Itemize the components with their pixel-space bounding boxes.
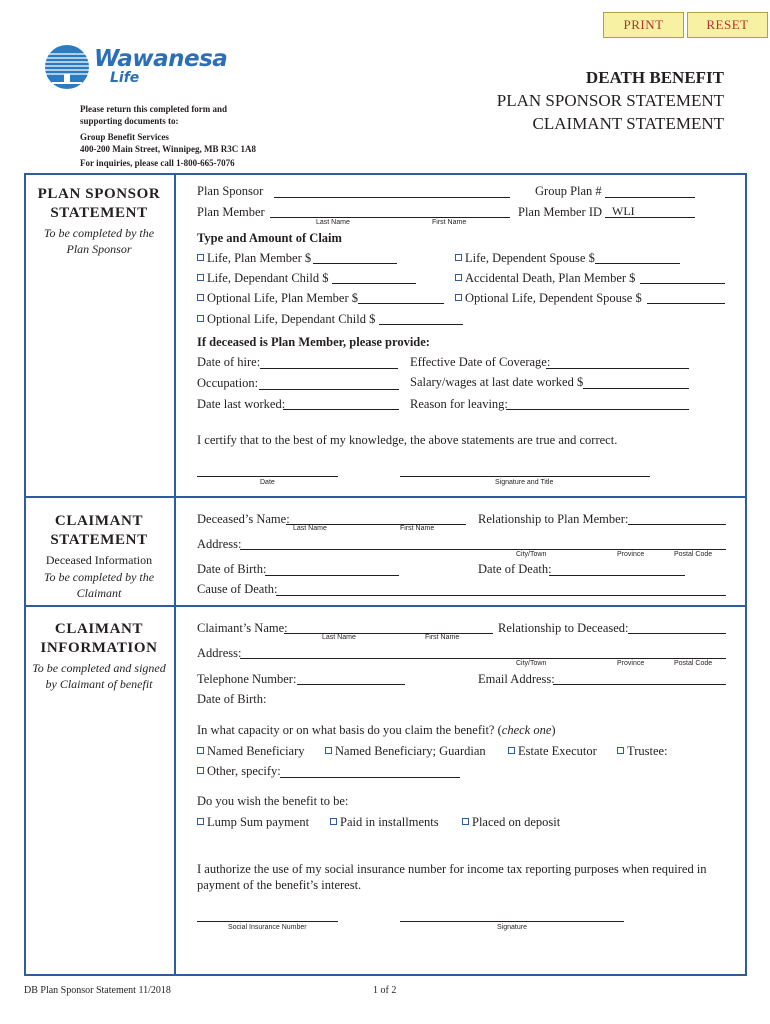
deceased-dob-field[interactable] bbox=[265, 575, 399, 576]
claimant-name-label: Claimant’s Name: bbox=[197, 621, 288, 635]
claim-life-member-amount[interactable] bbox=[313, 263, 397, 264]
claim-life-member[interactable]: Life, Plan Member $ bbox=[197, 251, 311, 266]
plan-member-first-caption: First Name bbox=[432, 219, 467, 226]
cause-of-death-label: Cause of Death: bbox=[197, 582, 278, 596]
claimant-sub-2: Claimant bbox=[76, 586, 122, 600]
opt-executor[interactable]: Estate Executor bbox=[508, 744, 597, 759]
relationship-member-label: Relationship to Plan Member: bbox=[478, 512, 629, 526]
plan-member-last-caption: Last Name bbox=[316, 219, 350, 226]
sponsor-sub-2: Plan Sponsor bbox=[66, 242, 132, 256]
date-of-death-label: Date of Death: bbox=[478, 562, 552, 576]
opt-guardian[interactable]: Named Beneficiary; Guardian bbox=[325, 744, 486, 759]
telephone-field[interactable] bbox=[297, 684, 405, 685]
claimant-sub-1: To be completed by the bbox=[43, 570, 155, 584]
sponsor-sub-1: To be completed by the bbox=[43, 226, 155, 240]
checkbox-icon[interactable] bbox=[197, 294, 204, 301]
claimant-postal-caption: Postal Code bbox=[674, 660, 713, 667]
claim-accidental[interactable]: Accidental Death, Plan Member $ bbox=[455, 271, 635, 286]
plan-sponsor-field[interactable] bbox=[274, 197, 510, 198]
address-line-1: Group Benefit Services bbox=[80, 132, 169, 142]
checkbox-icon[interactable] bbox=[617, 747, 624, 754]
checkbox-icon[interactable] bbox=[508, 747, 515, 754]
claimant-heading-1: CLAIMANT bbox=[54, 513, 144, 529]
checkbox-icon[interactable] bbox=[197, 254, 204, 261]
claim-opt-spouse-amount[interactable] bbox=[647, 303, 725, 304]
claimant-sidebar bbox=[24, 512, 174, 601]
email-field[interactable] bbox=[553, 684, 726, 685]
claim-life-spouse[interactable]: Life, Dependent Spouse $ bbox=[455, 251, 595, 266]
email-label: Email Address: bbox=[478, 672, 555, 686]
claimant-first-caption: First Name bbox=[425, 634, 460, 641]
sponsor-sidebar bbox=[24, 185, 174, 257]
date-of-hire-label: Date of hire: bbox=[197, 355, 261, 369]
sponsor-date-field[interactable] bbox=[197, 476, 338, 477]
claimant-province-caption: Province bbox=[617, 660, 645, 667]
effective-date-label: Effective Date of Coverage: bbox=[410, 355, 551, 369]
telephone-label: Telephone Number: bbox=[197, 672, 297, 686]
plan-member-label: Plan Member bbox=[197, 205, 265, 219]
claim-life-spouse-amount[interactable] bbox=[595, 263, 680, 264]
effective-date-field[interactable] bbox=[546, 368, 689, 369]
reset-button[interactable]: RESET bbox=[687, 12, 768, 38]
checkbox-icon[interactable] bbox=[197, 767, 204, 774]
relationship-deceased-field[interactable] bbox=[628, 633, 726, 634]
claim-life-child[interactable]: Life, Dependant Child $ bbox=[197, 271, 329, 286]
capacity-question: In what capacity or on what basis do you claim the benefit? (check one) bbox=[197, 723, 556, 737]
plan-member-field[interactable] bbox=[270, 217, 510, 218]
occupation-label: Occupation: bbox=[197, 376, 259, 390]
pay-installments[interactable]: Paid in installments bbox=[330, 815, 439, 830]
print-button[interactable]: PRINT bbox=[603, 12, 684, 38]
deceased-city-caption: City/Town bbox=[516, 551, 547, 558]
deceased-address-label: Address: bbox=[197, 537, 242, 551]
claimant-heading-2: STATEMENT bbox=[50, 532, 148, 548]
title-claimant: CLAIMANT STATEMENT bbox=[532, 114, 724, 133]
pay-deposit[interactable]: Placed on deposit bbox=[462, 815, 560, 830]
logo-wordmark: Wawanesa bbox=[94, 46, 228, 72]
checkbox-icon[interactable] bbox=[197, 315, 204, 322]
deceased-member-heading: If deceased is Plan Member, please provide: bbox=[197, 335, 430, 349]
claim-opt-member-amount[interactable] bbox=[358, 303, 444, 304]
plan-sponsor-label: Plan Sponsor bbox=[197, 184, 264, 198]
footer-page-number: 1 of 2 bbox=[373, 985, 397, 996]
deceased-name-label: Deceased’s Name: bbox=[197, 512, 290, 526]
checkbox-icon[interactable] bbox=[462, 818, 469, 825]
checkbox-icon[interactable] bbox=[197, 747, 204, 754]
claim-accidental-amount[interactable] bbox=[640, 283, 725, 284]
wawanesa-tree-logo-icon bbox=[44, 44, 90, 90]
deceased-last-caption: Last Name bbox=[293, 525, 327, 532]
checkbox-icon[interactable] bbox=[197, 274, 204, 281]
plan-member-id-value: WLI bbox=[612, 204, 635, 218]
footer-form-id: DB Plan Sponsor Statement 11/2018 bbox=[24, 985, 171, 996]
checkbox-icon[interactable] bbox=[325, 747, 332, 754]
reason-leaving-field[interactable] bbox=[506, 409, 689, 410]
claim-opt-child-amount[interactable] bbox=[379, 324, 463, 325]
reason-leaving-label: Reason for leaving: bbox=[410, 397, 508, 411]
claimant-address-label: Address: bbox=[197, 646, 242, 660]
logo-sub: Life bbox=[110, 70, 140, 86]
claimant-city-caption: City/Town bbox=[516, 660, 547, 667]
benefit-question: Do you wish the benefit to be: bbox=[197, 794, 349, 808]
date-last-worked-field[interactable] bbox=[283, 409, 399, 410]
address-line-2: 400-200 Main Street, Winnipeg, MB R3C 1A8 bbox=[80, 144, 257, 154]
claimant-last-caption: Last Name bbox=[322, 634, 356, 641]
relationship-member-field[interactable] bbox=[628, 524, 726, 525]
section-divider-1 bbox=[24, 496, 747, 498]
group-plan-label: Group Plan # bbox=[535, 184, 602, 198]
claimant-name-field[interactable] bbox=[284, 633, 493, 634]
checkbox-icon[interactable] bbox=[197, 818, 204, 825]
section-divider-2 bbox=[24, 605, 747, 607]
certify-statement: I certify that to the best of my knowledge, the above statements are true and correct. bbox=[197, 433, 618, 447]
group-plan-field[interactable] bbox=[605, 197, 695, 198]
deceased-first-caption: First Name bbox=[400, 525, 435, 532]
authorize-line-1: I authorize the use of my social insurance number for income tax reporting purposes when required in bbox=[197, 862, 707, 876]
claimant-address-field[interactable] bbox=[240, 658, 726, 659]
claimant-signature-caption: Signature bbox=[497, 924, 527, 931]
info-heading-2: INFORMATION bbox=[40, 640, 158, 656]
sin-field[interactable] bbox=[197, 921, 338, 922]
checkbox-icon[interactable] bbox=[455, 294, 462, 301]
title-plan-sponsor: PLAN SPONSOR STATEMENT bbox=[496, 91, 724, 110]
pay-lump-sum[interactable]: Lump Sum payment bbox=[197, 815, 309, 830]
claimant-signature-field[interactable] bbox=[400, 921, 624, 922]
salary-field[interactable] bbox=[583, 388, 689, 389]
deceased-postal-caption: Postal Code bbox=[674, 551, 713, 558]
opt-other[interactable]: Other, specify: bbox=[197, 764, 281, 779]
info-heading-1: CLAIMANT bbox=[54, 621, 144, 637]
column-divider bbox=[174, 173, 176, 976]
authorize-line-2: payment of the benefit’s interest. bbox=[197, 878, 362, 892]
claim-opt-member[interactable]: Optional Life, Plan Member $ bbox=[197, 291, 358, 306]
claim-opt-child[interactable]: Optional Life, Dependant Child $ bbox=[197, 312, 375, 327]
info-sidebar bbox=[24, 620, 174, 692]
sponsor-signature-field[interactable] bbox=[400, 476, 650, 477]
claim-life-child-amount[interactable] bbox=[332, 283, 416, 284]
occupation-field[interactable] bbox=[259, 389, 399, 390]
opt-other-field[interactable] bbox=[280, 777, 460, 778]
return-instruction-2: supporting documents to: bbox=[80, 116, 179, 126]
deceased-address-field[interactable] bbox=[240, 549, 726, 550]
checkbox-icon[interactable] bbox=[330, 818, 337, 825]
opt-named-beneficiary[interactable]: Named Beneficiary bbox=[197, 744, 305, 759]
deceased-dob-label: Date of Birth: bbox=[197, 562, 267, 576]
return-instruction-1: Please return this completed form and bbox=[80, 104, 228, 114]
sponsor-signature-caption: Signature and Title bbox=[495, 479, 554, 486]
info-sub-1: To be completed and signed bbox=[32, 661, 166, 675]
sponsor-heading-2: STATEMENT bbox=[50, 205, 148, 221]
cause-of-death-field[interactable] bbox=[276, 595, 726, 596]
sponsor-heading-1: PLAN SPONSOR bbox=[37, 186, 161, 202]
checkbox-icon[interactable] bbox=[455, 274, 462, 281]
info-sub-2: by Claimant of benefit bbox=[45, 677, 153, 691]
date-of-hire-field[interactable] bbox=[260, 368, 398, 369]
inquiries-line: For inquiries, please call 1-800-665-7076 bbox=[80, 158, 235, 168]
sin-caption: Social Insurance Number bbox=[228, 924, 307, 931]
claimant-sub-0: Deceased Information bbox=[45, 553, 153, 567]
claimant-dob-label: Date of Birth: bbox=[197, 692, 267, 706]
type-amount-heading: Type and Amount of Claim bbox=[197, 231, 342, 245]
claim-opt-spouse[interactable]: Optional Life, Dependent Spouse $ bbox=[455, 291, 642, 306]
opt-trustee[interactable]: Trustee: bbox=[617, 744, 668, 759]
date-of-death-field[interactable] bbox=[549, 575, 685, 576]
deceased-province-caption: Province bbox=[617, 551, 645, 558]
title-death-benefit: DEATH BENEFIT bbox=[585, 68, 724, 87]
checkbox-icon[interactable] bbox=[455, 254, 462, 261]
relationship-deceased-label: Relationship to Deceased: bbox=[498, 621, 629, 635]
salary-label: Salary/wages at last date worked $ bbox=[410, 375, 584, 389]
date-last-worked-label: Date last worked: bbox=[197, 397, 286, 411]
sponsor-date-caption: Date bbox=[260, 479, 275, 486]
plan-member-id-label: Plan Member ID bbox=[518, 205, 603, 219]
